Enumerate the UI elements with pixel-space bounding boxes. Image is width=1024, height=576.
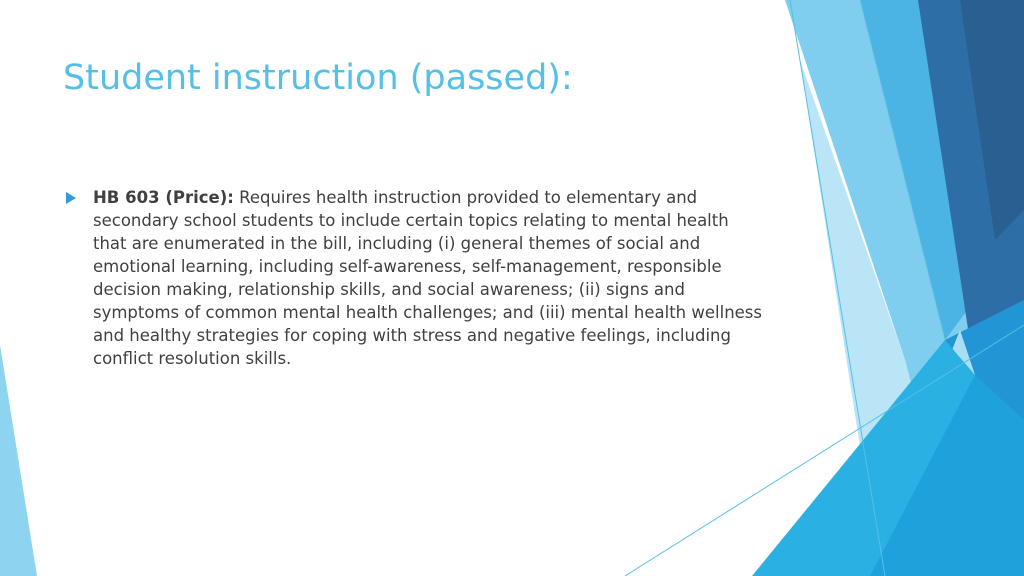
bullet-text — [93, 186, 763, 370]
left-accent-shape — [0, 345, 37, 576]
bullet-item — [66, 186, 766, 370]
triangle-bullet-icon — [66, 192, 76, 204]
bill-description: Requires health instruction provided to elementary and secondary school students to include certain topics relating to mental health that are enumerated in the bill, including (i) general themes of social and emotional learning, including self-awareness, self-management, responsible decision making, relationship skills, and social awareness; (ii) signs and symptoms of common mental health challenges; and (iii) mental health wellness and healthy strategies for coping with stress and negative feelings, including conflict resolution skills. — [93, 188, 762, 368]
bullet-list — [66, 186, 766, 370]
bill-label: HB 603 (Price): — [93, 188, 234, 207]
slide-title: Student instruction (passed): — [63, 58, 573, 98]
